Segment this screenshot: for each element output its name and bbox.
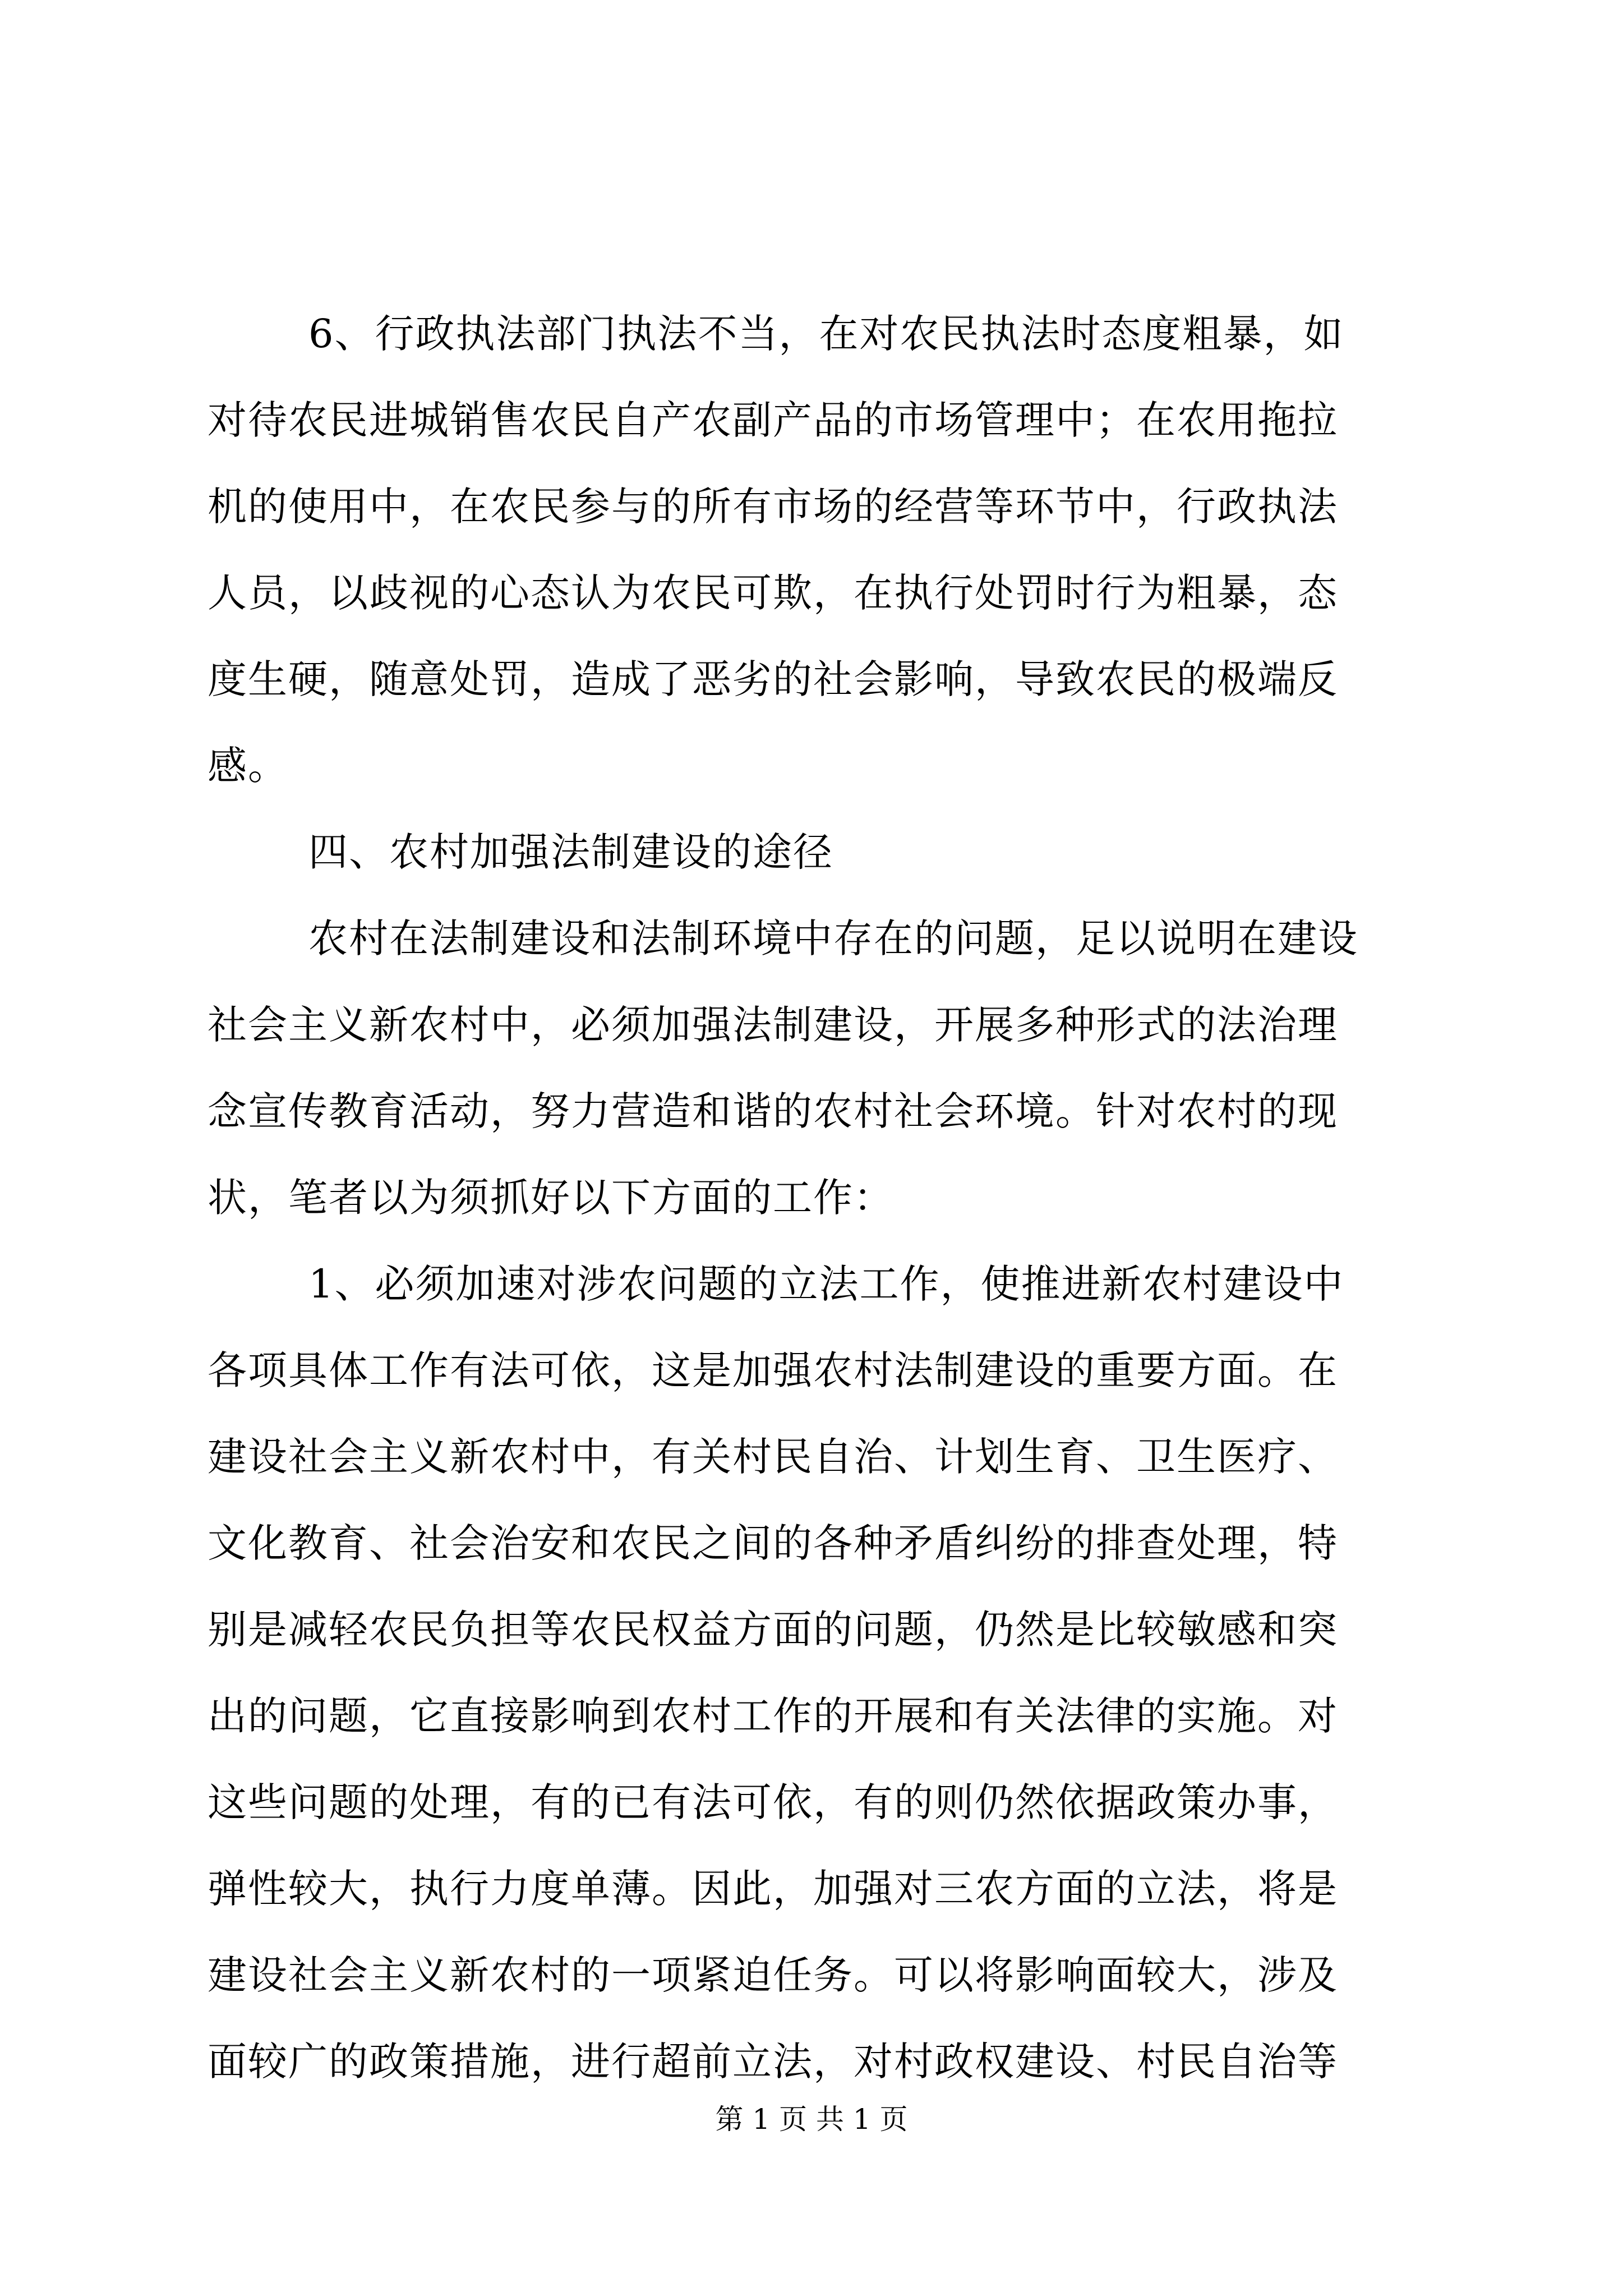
text-line-21: 面较广的政策措施，进行超前立法，对村政权建设、村民自治等	[208, 2039, 1338, 2085]
document-body	[208, 291, 1419, 2105]
text-line-5: 度生硬，随意处罚，造成了恶劣的社会影响，导致农民的极端反	[208, 656, 1338, 702]
text-line-4: 人员，以歧视的心态认为农民可欺，在执行处罚时行为粗暴，态	[208, 570, 1338, 616]
text-line-1: 6、行政执法部门执法不当，在对农民执法时态度粗暴，如	[308, 311, 1344, 357]
text-line-20: 建设社会主义新农村的一项紧迫任务。可以将影响面较大，涉及	[208, 1952, 1338, 1998]
page-footer: 第 1 页 共 1 页	[715, 2103, 908, 2136]
text-line-15: 文化教育、社会治安和农民之间的各种矛盾纠纷的排查处理，特	[208, 1520, 1338, 1566]
text-line-16: 别是减轻农民负担等农民权益方面的问题，仍然是比较敏感和突	[208, 1607, 1338, 1653]
text-line-17: 出的问题，它直接影响到农村工作的开展和有关法律的实施。对	[208, 1693, 1338, 1739]
text-line-13: 各项具体工作有法可依，这是加强农村法制建设的重要方面。在	[208, 1347, 1338, 1393]
text-line-6: 感。	[208, 743, 288, 789]
text-line-9: 社会主义新农村中，必须加强法制建设，开展多种形式的法治理	[208, 1002, 1338, 1048]
section-heading: 四、农村加强法制建设的途径	[308, 829, 833, 875]
text-line-18: 这些问题的处理，有的已有法可依，有的则仍然依据政策办事，	[208, 1779, 1338, 1825]
text-line-8: 农村在法制建设和法制环境中存在的问题，足以说明在建设	[308, 915, 1358, 961]
text-line-19: 弹性较大，执行力度单薄。因此，加强对三农方面的立法，将是	[208, 1866, 1338, 1912]
text-line-14: 建设社会主义新农村中，有关村民自治、计划生育、卫生医疗、	[208, 1434, 1338, 1480]
text-line-11: 状，笔者以为须抓好以下方面的工作：	[208, 1175, 894, 1221]
text-line-2: 对待农民进城销售农民自产农副产品的市场管理中；在农用拖拉	[208, 397, 1338, 443]
text-line-10: 念宣传教育活动，努力营造和谐的农村社会环境。针对农村的现	[208, 1088, 1338, 1134]
text-line-12: 1、必须加速对涉农问题的立法工作，使推进新农村建设中	[308, 1261, 1344, 1307]
text-line-3: 机的使用中，在农民参与的所有市场的经营等环节中，行政执法	[208, 484, 1338, 530]
